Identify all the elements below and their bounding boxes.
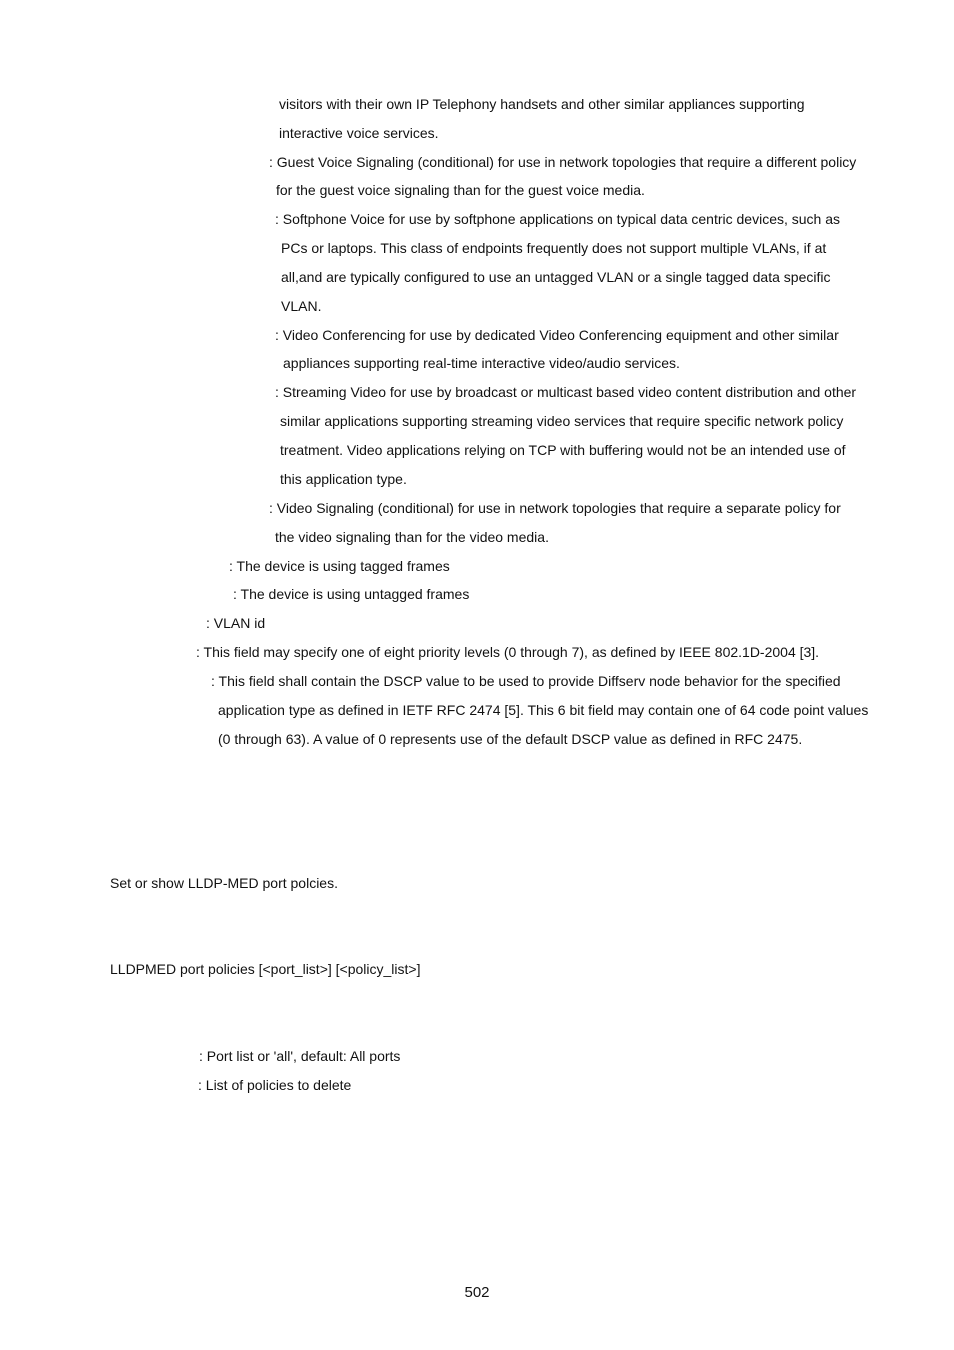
param-port-list: : Port list or 'all', default: All ports (199, 1048, 401, 1064)
dscp-desc-line-3: (0 through 63). A value of 0 represents use of the default DSCP value as defined in RFC 2475. (218, 731, 803, 747)
video-conferencing-line-1: : Video Conferencing for use by dedicated Video Conferencing equipment and other similar (275, 327, 839, 343)
softphone-voice-line-2: PCs or laptops. This class of endpoints frequently does not support multiple VLANs, if at (281, 240, 827, 256)
softphone-voice-line-4: VLAN. (281, 298, 322, 314)
param-policy-list: : List of policies to delete (198, 1077, 352, 1093)
command-syntax: LLDPMED port policies [<port_list>] [<policy_list>] (110, 961, 421, 977)
video-conferencing-line-2: appliances supporting real-time interactive video/audio services. (283, 355, 680, 371)
dscp-desc-line-1: : This field shall contain the DSCP value to be used to provide Diffserv node behavior for the specified (211, 673, 841, 689)
streaming-video-line-1: : Streaming Video for use by broadcast or multicast based video content distribution and other (275, 384, 857, 400)
softphone-voice-line-3: all,and are typically configured to use an untagged VLAN or a single tagged data specific (281, 269, 831, 285)
dscp-desc-line-2: application type as defined in IETF RFC 2474 [5]. This 6 bit field may contain one of 64 code point values (218, 702, 869, 718)
guest-voice-desc-line-1: visitors with their own IP Telephony handsets and other similar appliances supporting (279, 96, 805, 112)
softphone-voice-line-1: : Softphone Voice for use by softphone applications on typical data centric devices, such as (275, 211, 841, 227)
streaming-video-line-3: treatment. Video applications relying on TCP with buffering would not be an intended use of (280, 442, 846, 458)
command-description: Set or show LLDP-MED port polcies. (110, 875, 338, 891)
streaming-video-line-4: this application type. (280, 471, 407, 487)
vlan-id-desc: : VLAN id (206, 615, 266, 631)
guest-voice-signaling-line-1: : Guest Voice Signaling (conditional) for use in network topologies that require a different policy (269, 154, 857, 170)
tag-tagged: : The device is using tagged frames (229, 558, 450, 574)
page-number: 502 (464, 1284, 490, 1301)
video-signaling-line-1: : Video Signaling (conditional) for use in network topologies that require a separate policy for (269, 500, 841, 516)
priority-desc: : This field may specify one of eight priority levels (0 through 7), as defined by IEEE 802.1D-2004 [3]. (196, 644, 820, 660)
streaming-video-line-2: similar applications supporting streaming video services that require specific network policy (280, 413, 844, 429)
tag-untagged: : The device is using untagged frames (233, 586, 470, 602)
video-signaling-line-2: the video signaling than for the video media. (275, 529, 549, 545)
guest-voice-desc-line-2: interactive voice services. (279, 125, 439, 141)
guest-voice-signaling-line-2: for the guest voice signaling than for the guest voice media. (276, 182, 645, 198)
